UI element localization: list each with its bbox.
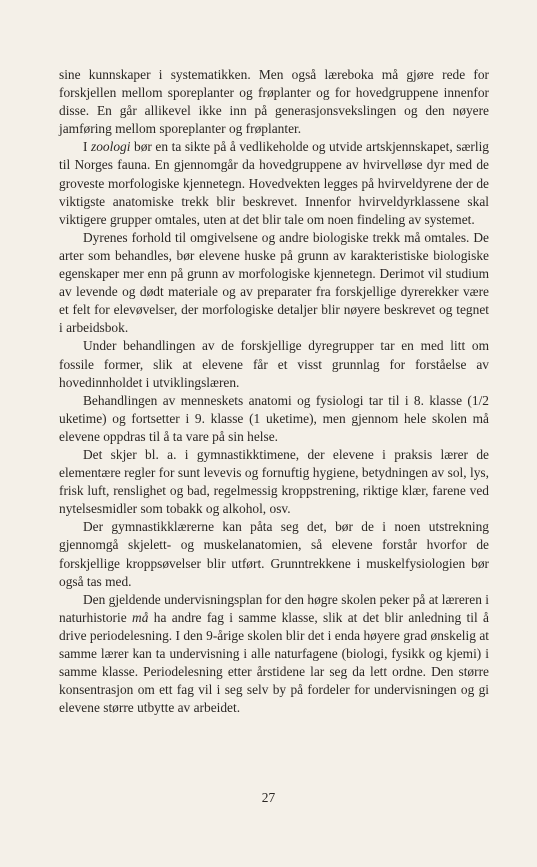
paragraph-2-lead: I (83, 139, 92, 155)
paragraph-6: Det skjer bl. a. i gymnastikktimene, der elevene i praksis lærer de elementære regler for sunt levevis og fornuftig hygiene, betydningen av sol, lys, frisk luft, renslighet og bad, regelmessig kroppstrening, riktige klær, farene ved nytelsesmidler som tobakk og alkohol, osv. (59, 446, 489, 517)
paragraph-8-lead: Den gjeldende undervisningsplan for den høgre skolen peker på at læreren i naturhistorie (59, 591, 489, 625)
paragraph-3: Dyrenes forhold til omgivelsene og andre biologiske trekk må omtales. De arter som behandles, bør elevene huske på grunn av karakteristiske biologiske egenskaper mer enn på grunn av morfologiske kjennetegn. Derimot vil studium av levende og dødt materiale og av preparater fra forskjellige dyrerekker være et felt for elevøvelser, der morfologiske detaljer blir nøyere beskrevet og tegnet i arbeidsbok. (59, 229, 489, 336)
paragraph-1: sine kunnskaper i systematikken. Men også læreboka må gjøre rede for forskjellen mellom sporeplanter og frøplanter og for hovedgruppene innenfor disse. En går allikevel ikke inn på generasjonsvekslingen og den nøyere jamføring mellom sporeplanter og frøplanter. (59, 67, 489, 137)
paragraph-8-text: ha andre fag i samme klasse, slik at det blir anledning til å drive periodelesning. I den 9-årige skolen blir det i enda høyere grad ønskelig at samme lærer kan ta undervisning i alle naturfagene (biologi, fysikk og kjemi) i samme klasse. Periodelesning etter årstidene lar seg da lett ordne. Den større konsentrasjon om ett fag vil i seg selv by på fordeler for undervisningen og gi elevene større utbytte av arbeidet. (59, 609, 489, 716)
page-number: 27 (261, 790, 276, 805)
paragraph-7: Der gymnastikklærerne kan påta seg det, bør de i noen utstrekning gjennomgå skjelett- og muskelanatomien, så elevene forstår hvorfor de forskjellige kroppsøvelser blir utført. Grunntrekkene i muskelfysiologien bør også tas med. (59, 519, 489, 589)
paragraph-2-emphasis: zoologi (91, 139, 131, 155)
paragraph-4: Under behandlingen av de forskjellige dyregrupper tar en med litt om fossile former, slik at elevene får et visst grunnlag for forståelse av hovedinnholdet i utviklingslæren. (59, 338, 489, 390)
paragraph-5: Behandlingen av menneskets anatomi og fysiologi tar til i 8. klasse (1/2 uketime) og fortsetter i 9. klasse (1 uketime), men gjennom hele skolen må elevene oppdras til å ta vare på sin helse. (59, 392, 489, 444)
paragraph-2-text: bør en ta sikte på å vedlikeholde og utvide artskjennskapet, særlig til Norges fauna. En gjennomgår da hovedgruppene av hvirvelløse dyr med de groveste morfologiske kjennetegn. Hovedvekten legges på hvirveldyrene der de viktigste anatomiske trekk blir beskrevet. Innenfor hvirveldyrklassene skal viktigere grupper omtales, uten at det blir tale om noen findeling av systemet. (59, 139, 489, 227)
paragraph-2 (59, 138, 489, 228)
paragraph-8 (59, 591, 489, 718)
page-body (59, 66, 489, 717)
paragraph-8-emphasis: må (132, 609, 149, 625)
